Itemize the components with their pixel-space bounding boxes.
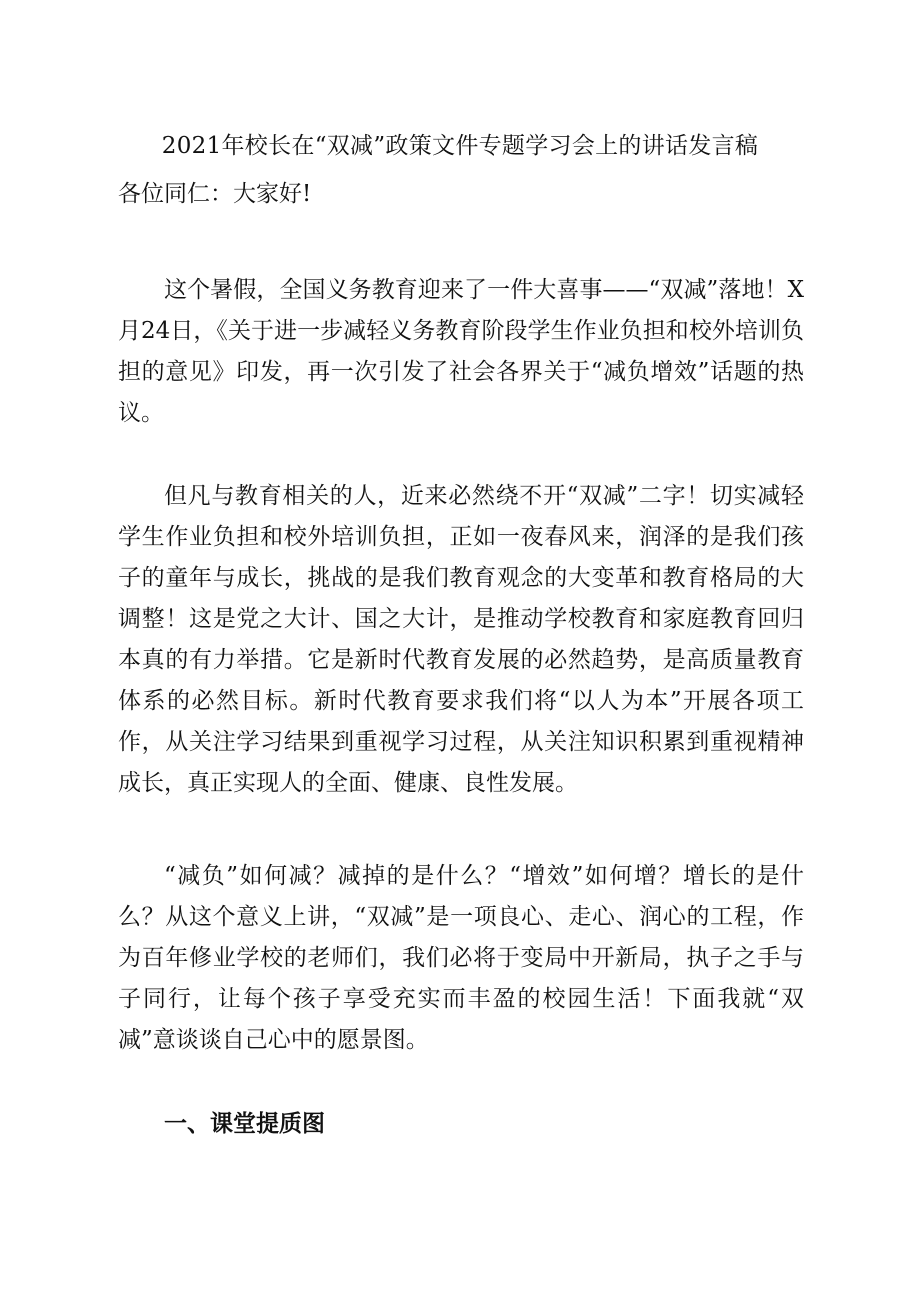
paragraph-3: “减负”如何减？减掉的是什么？“增效”如何增？增长的是什么？从这个意义上讲，“双减”是一项良心、走心、润心的工程，作为百年修业学校的老师们，我们必将于变局中开新局，执子之手与子同行，让每个孩子享受充实而丰盈的校园生活！下面我就“双减”意谈谈自己心中的愿景图。 [118, 863, 804, 1053]
paragraph-1: 这个暑假，全国义务教育迎来了一件大喜事——“双减”落地！X月24日，《关于进一步减轻义务教育阶段学生作业负担和校外培训负担的意见》印发，再一次引发了社会各界关于“减负增效”话题的热议。 [118, 277, 804, 426]
salutation: 各位同仁：大家好! [118, 181, 312, 207]
document-title: 2021年校长在“双减”政策文件专题学习会上的讲话发言稿 [161, 133, 759, 159]
section-heading: 一、课堂提质图 [164, 1110, 325, 1137]
paragraph-2: 但凡与教育相关的人，近来必然绕不开“双减”二字！切实减轻学生作业负担和校外培训负担，正如一夜春风来，润泽的是我们孩子的童年与成长，挑战的是我们教育观念的大变革和教育格局的大调整！这是党之大计、国之大计，是推动学校教育和家庭教育回归本真的有力举措。它是新时代教育发展的必然趋势，是高质量教育体系的必然目标。新时代教育要求我们将“以人为本”开展各项工作，从关注学习结果到重视学习过程，从关注知识积累到重视精神成长，真正实现人的全面、健康、良性发展。 [118, 483, 804, 796]
